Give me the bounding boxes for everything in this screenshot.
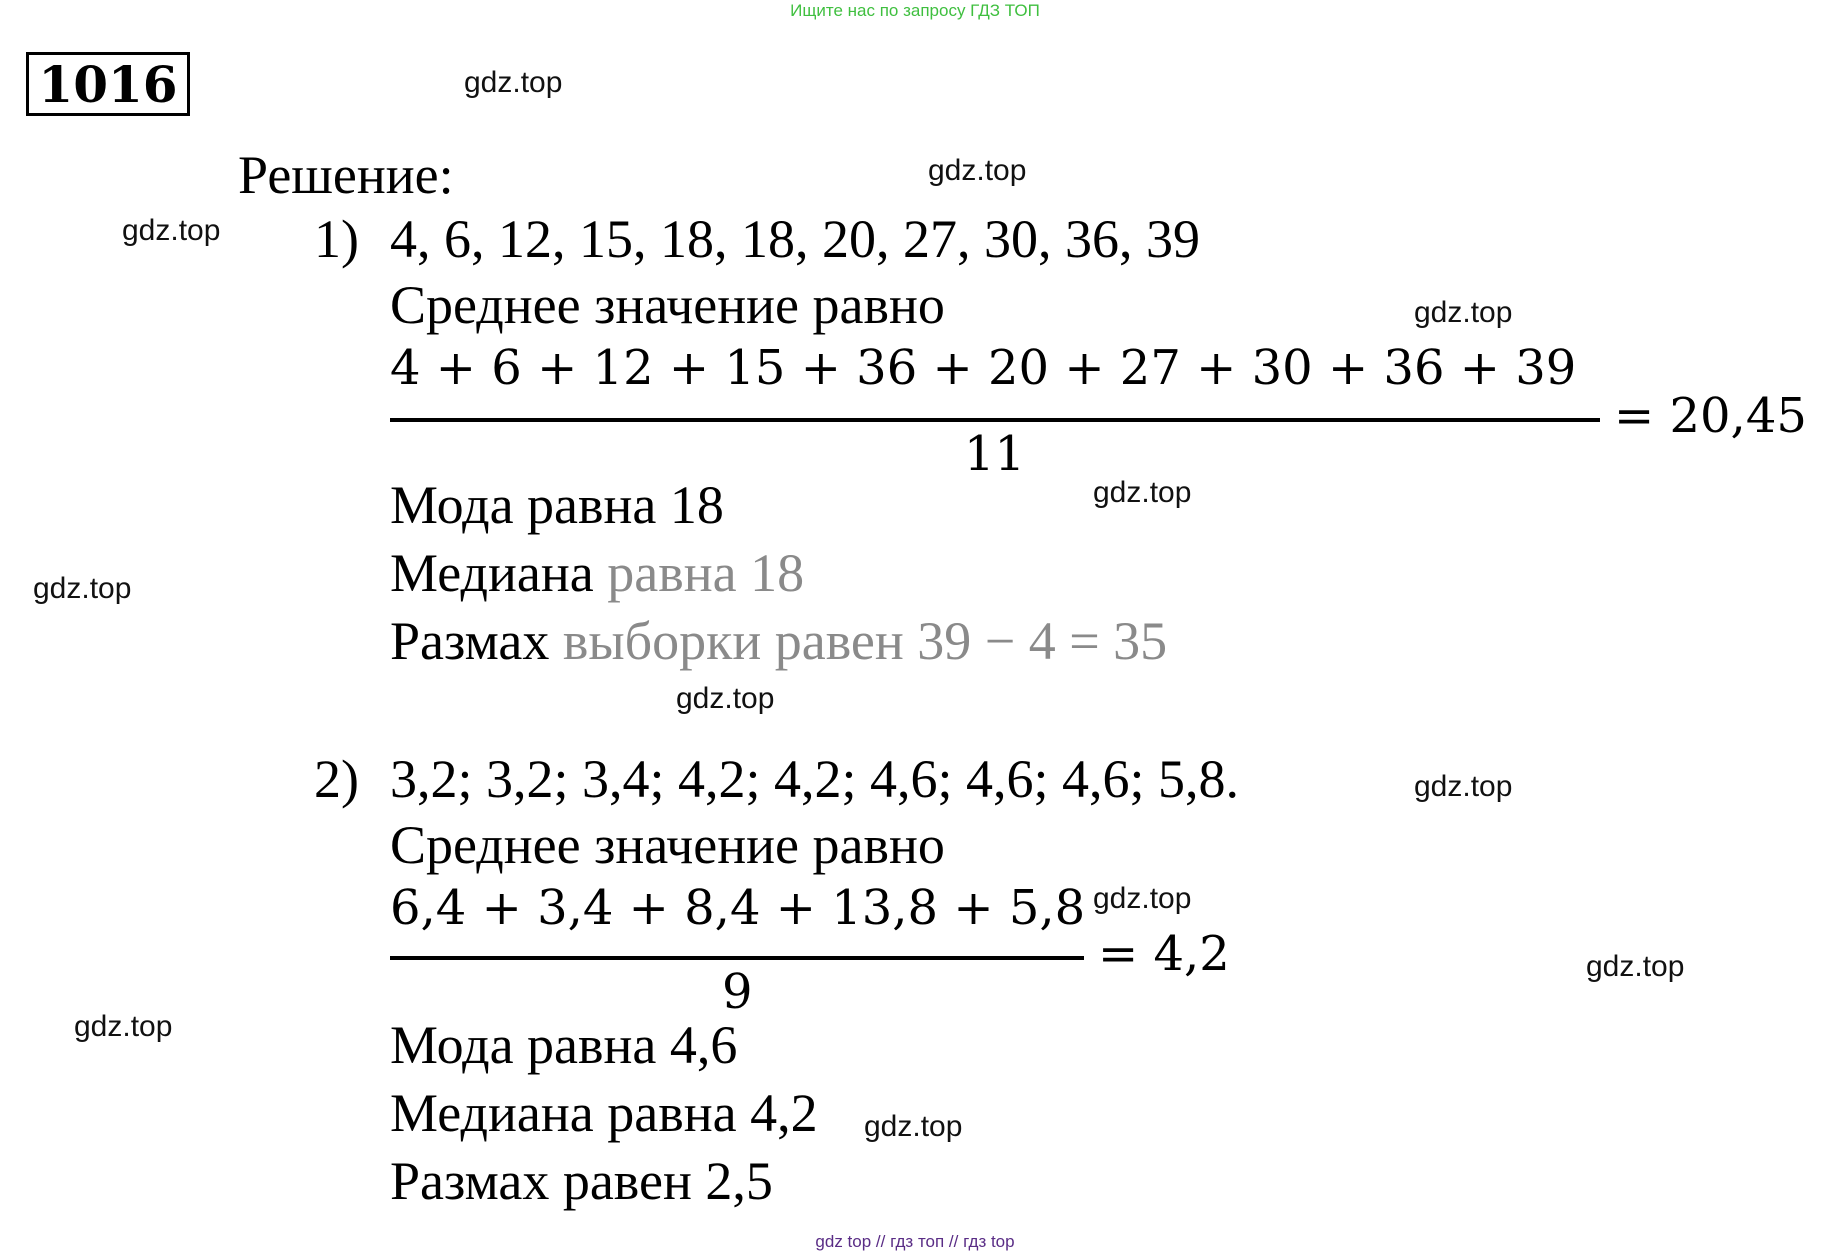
part1-numerator: 4 + 6 + 12 + 15 + 36 + 20 + 27 + 30 + 36 + 39 <box>390 340 1577 396</box>
part2-dataset: 3,2; 3,2; 3,4; 4,2; 4,2; 4,6; 4,6; 4,6; 5,8. <box>390 749 1240 809</box>
part2-result: = 4,2 <box>1098 926 1230 982</box>
top-banner: Ищите нас по запросу ГДЗ ТОП <box>790 1 1040 20</box>
footer-links: gdz top // гдз топ // гдз top <box>815 1232 1015 1251</box>
part1-median-start: Медиана <box>390 543 608 603</box>
part2-label: 2) <box>314 749 359 809</box>
part2-numerator: 6,4 + 3,4 + 8,4 + 13,8 + 5,8 <box>390 880 1086 936</box>
part1-label: 1) <box>314 209 359 269</box>
part1-range-end: выборки равен 39 − 4 = 35 <box>562 611 1168 671</box>
part1-mean-label: Среднее значение равно <box>390 275 945 335</box>
watermark: gdz.top <box>74 1010 173 1043</box>
problem-number: 1016 <box>26 52 190 116</box>
part1-result: = 20,45 <box>1614 388 1807 444</box>
part2-fraction-bar <box>390 956 1084 960</box>
watermark: gdz.top <box>676 682 775 715</box>
watermark: gdz.top <box>464 66 563 99</box>
part2-mode: Мода равна 4,6 <box>390 1015 738 1075</box>
watermark: gdz.top <box>1414 296 1513 329</box>
part1-mode: Мода равна 18 <box>390 475 724 535</box>
part2-denominator: 9 <box>722 964 753 1020</box>
watermark: gdz.top <box>1414 770 1513 803</box>
part2-median: Медиана равна 4,2 <box>390 1083 818 1143</box>
part1-fraction-bar <box>390 418 1600 422</box>
part1-range <box>390 610 1167 672</box>
part2-mean-label: Среднее значение равно <box>390 815 945 875</box>
part1-dataset: 4, 6, 12, 15, 18, 18, 20, 27, 30, 36, 39 <box>390 209 1200 269</box>
part1-median <box>390 542 804 604</box>
part1-median-end: равна 18 <box>607 543 805 603</box>
watermark: gdz.top <box>1093 882 1192 915</box>
part1-range-start: Размах <box>390 611 563 671</box>
solution-heading: Решение: <box>238 145 454 205</box>
part2-range: Размах равен 2,5 <box>390 1151 773 1211</box>
part1-denominator: 11 <box>964 426 1026 482</box>
watermark: gdz.top <box>928 154 1027 187</box>
watermark: gdz.top <box>122 214 221 247</box>
watermark: gdz.top <box>33 572 132 605</box>
watermark: gdz.top <box>864 1110 963 1143</box>
watermark: gdz.top <box>1093 476 1192 509</box>
watermark: gdz.top <box>1586 950 1685 983</box>
